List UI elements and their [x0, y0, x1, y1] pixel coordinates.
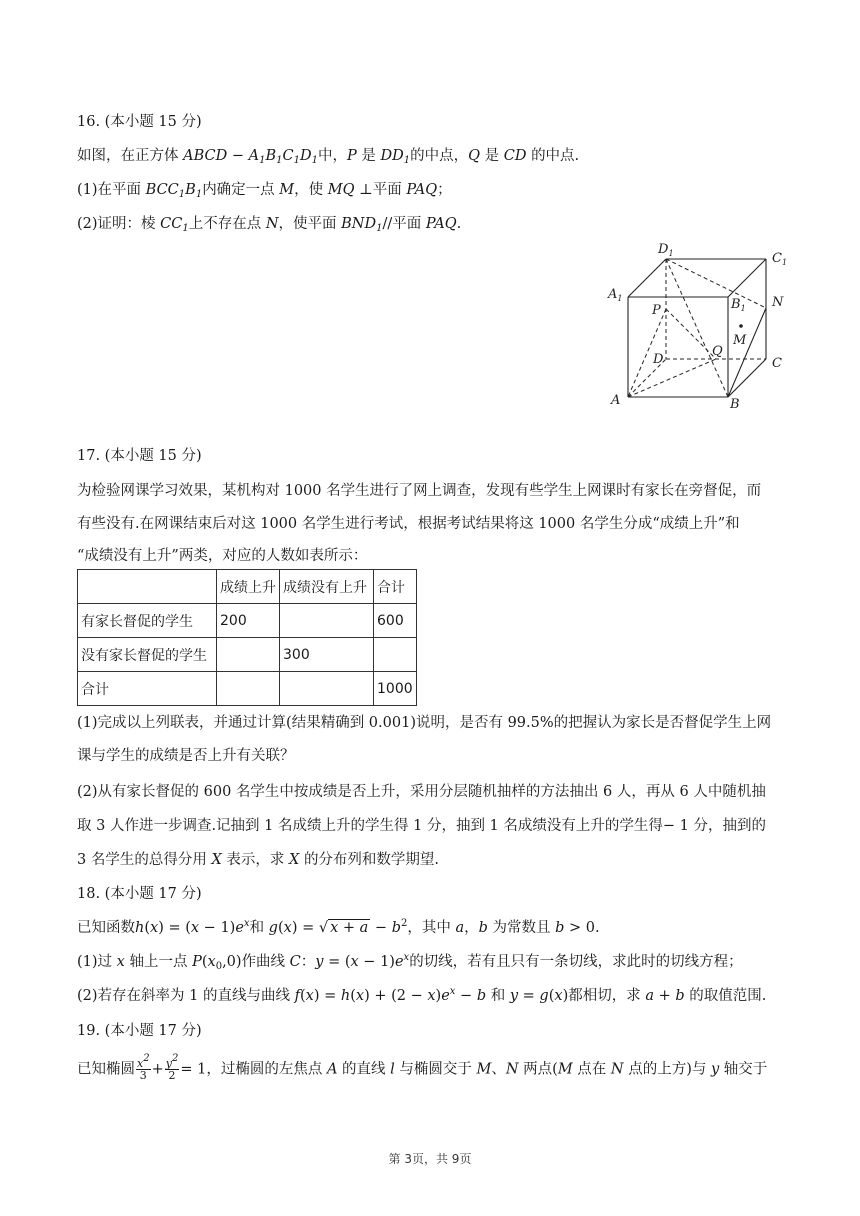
- label-a1: $A_1$: [608, 287, 623, 303]
- label-b: B: [730, 397, 740, 412]
- label-q: Q: [712, 344, 723, 359]
- label-b1: $B_1$: [731, 297, 746, 313]
- label-c1: $C_1$: [772, 251, 788, 267]
- label-a: A: [611, 393, 621, 408]
- table-row: 合计 1000: [78, 672, 417, 706]
- q17-part1-line1: (1)完成以上列联表，并通过计算(结果精确到 0.001)说明，是否有 99.5%的把握认为家长是否督促学生上网: [77, 715, 772, 731]
- q18-stem: 已知函数$h(x) = (x - 1)e^x$和 g(x) = √ $x + a - b^2$，其中 a，b 为常数且 b > 0.: [77, 918, 600, 936]
- table-row: 成绩上升 成绩没有上升 合计: [78, 570, 417, 604]
- q16-stem: 如图，在正方体 ABCD − $A_1B_1C_1D_1$中，P 是 $DD_1$的中点，Q 是 CD 的中点.: [77, 148, 580, 166]
- cube-figure: [600, 238, 800, 416]
- q16-part1: (1)在平面 $BCC_1B_1$内确定一点 M，使 MQ ⊥平面 PAQ；: [77, 182, 452, 200]
- label-d1: $D_1$: [658, 242, 674, 258]
- q17-line3: “成绩没有上升”两类，对应的人数如表所示：: [77, 548, 368, 564]
- q17-part1-line2: 课与学生的成绩是否上升有关联？: [77, 748, 295, 764]
- q16-heading: 16. (本小题 15 分): [77, 114, 202, 130]
- label-p: P: [652, 303, 661, 318]
- q18-part1: (1)过 x 轴上一点 $P(x_0,0)$作曲线 C：$y = (x - 1)e^x$的切线，若有且只有一条切线，求此时的切线方程；: [77, 952, 743, 972]
- q19-stem: 已知椭圆 $\frac{x^2}{3}$ + $\frac{y^2}{2}$ = 1，过椭圆的左焦点 A 的直线 l 与椭圆交于 M、N 两点(M 点在 N 点的上方)与 y 轴交于: [77, 1053, 768, 1082]
- table-row: 没有家长督促的学生 300: [78, 638, 417, 672]
- q18-part2: (2)若存在斜率为 1 的直线与曲线 $f(x) = h(x) + (2 - x)e^x - b$ 和 y = g(x)都相切，求 a + b 的取值范围.: [77, 986, 767, 1004]
- label-c: C: [772, 356, 782, 371]
- q17-part2-line1: (2)从有家长督促的 600 名学生中按成绩是否上升，采用分层随机抽样的方法抽出 6 人，再从 6 人中随机抽: [77, 784, 766, 800]
- page-footer: 第 3页，共 9页: [388, 1152, 472, 1166]
- q17-part2-line2: 取 3 人作进一步调查.记抽到 1 名成绩上升的学生得 1 分，抽到 1 名成绩没有上升的学生得− 1 分，抽到的: [77, 818, 766, 834]
- q19-heading: 19. (本小题 17 分): [77, 1023, 202, 1039]
- q16-part2: (2)证明：棱 $CC_1$上不存在点 N，使平面 $BND_1//$平面 PAQ.: [77, 216, 462, 234]
- label-d: D: [653, 352, 664, 367]
- contingency-table: [77, 569, 417, 706]
- label-m: M: [733, 333, 747, 348]
- q17-part2-line3: 3 名学生的总得分用 X 表示，求 X 的分布列和数学期望.: [77, 852, 440, 868]
- label-n: N: [772, 295, 784, 310]
- q17-line2: 有些没有.在网课结束后对这 1000 名学生进行考试，根据考试结果将这 1000 名学生分成“成绩上升”和: [77, 516, 740, 532]
- q18-heading: 18. (本小题 17 分): [77, 886, 202, 902]
- q17-heading: 17. (本小题 15 分): [77, 448, 202, 464]
- q17-line1: 为检验网课学习效果，某机构对 1000 名学生进行了网上调查，发现有些学生上网课时有家长在旁督促，而: [77, 483, 762, 499]
- table-row: 有家长督促的学生 200 600: [78, 604, 417, 638]
